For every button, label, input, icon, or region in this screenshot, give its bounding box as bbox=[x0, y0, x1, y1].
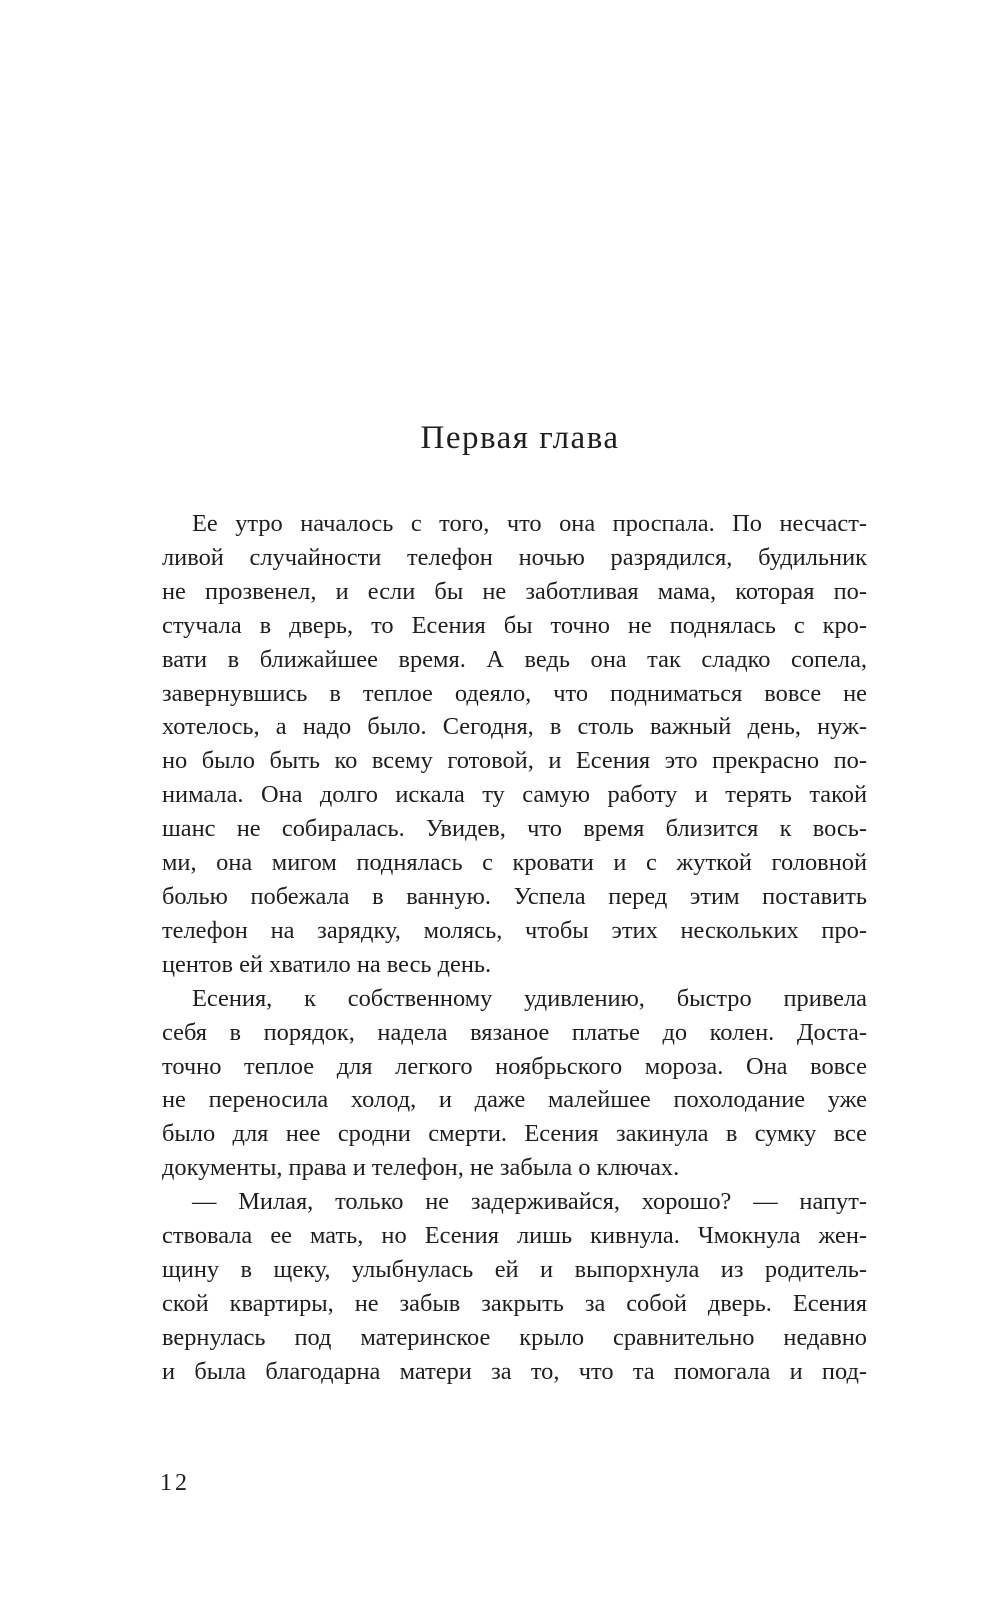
text-line: точно теплое для легкого ноябрьского мороза. Она вовсе bbox=[162, 1052, 867, 1080]
paragraph bbox=[162, 982, 867, 1185]
text-line: болью побежала в ванную. Успела перед этим поставить bbox=[162, 882, 867, 910]
text-line: нимала. Она долго искала ту самую работу и терять такой bbox=[162, 781, 867, 809]
text-line: не прозвенел, и если бы не заботливая мама, которая по- bbox=[162, 577, 867, 605]
text-line: щину в щеку, улыбнулась ей и выпорхнула из родитель- bbox=[162, 1255, 867, 1283]
text-line: — Милая, только не задерживайся, хорошо? — напут- bbox=[192, 1188, 867, 1216]
text-line: шанс не собиралась. Увидев, что время близится к вось- bbox=[162, 815, 867, 843]
text-line: стучала в дверь, то Есения бы точно не поднялась с кро- bbox=[162, 611, 867, 639]
text-line: Ее утро началось с того, что она проспала. По несчаст- bbox=[192, 510, 867, 537]
body-text bbox=[162, 507, 867, 1389]
paragraph bbox=[162, 1185, 867, 1388]
text-line: завернувшись в теплое одеяло, что подниматься вовсе не bbox=[162, 679, 867, 707]
text-line: и была благодарна матери за то, что та помогала и под- bbox=[162, 1357, 867, 1385]
text-line: было для нее сродни смерти. Есения закинула в сумку все bbox=[162, 1120, 867, 1148]
text-line: себя в порядок, надела вязаное платье до колен. Доста- bbox=[162, 1018, 867, 1046]
text-line: телефон на зарядку, молясь, чтобы этих нескольких про- bbox=[162, 916, 867, 944]
text-line: документы, права и телефон, не забыла о ключах. bbox=[162, 1154, 680, 1182]
text-line: ми, она мигом поднялась с кровати и с жуткой головной bbox=[162, 849, 867, 877]
paragraph bbox=[162, 507, 867, 982]
text-line: ствовала ее мать, но Есения лишь кивнула. Чмокнула жен- bbox=[162, 1222, 867, 1250]
chapter-title: Первая глава bbox=[420, 420, 620, 456]
text-line: но было быть ко всему готовой, и Есения это прекрасно по- bbox=[162, 747, 867, 775]
text-line: ской квартиры, не забыв закрыть за собой дверь. Есения bbox=[162, 1289, 867, 1317]
text-line: вернулась под материнское крыло сравнительно недавно bbox=[162, 1323, 867, 1351]
page-number: 12 bbox=[160, 1470, 190, 1496]
text-line: не переносила холод, и даже малейшее похолодание уже bbox=[162, 1086, 867, 1114]
text-line: центов ей хватило на весь день. bbox=[162, 950, 492, 978]
text-line: хотелось, а надо было. Сегодня, в столь важный день, нуж- bbox=[162, 713, 867, 741]
text-line: ливой случайности телефон ночью разрядился, будильник bbox=[162, 543, 867, 571]
text-line: Есения, к собственному удивлению, быстро привела bbox=[192, 984, 867, 1012]
text-line: вати в ближайшее время. А ведь она так сладко сопела, bbox=[162, 645, 867, 673]
